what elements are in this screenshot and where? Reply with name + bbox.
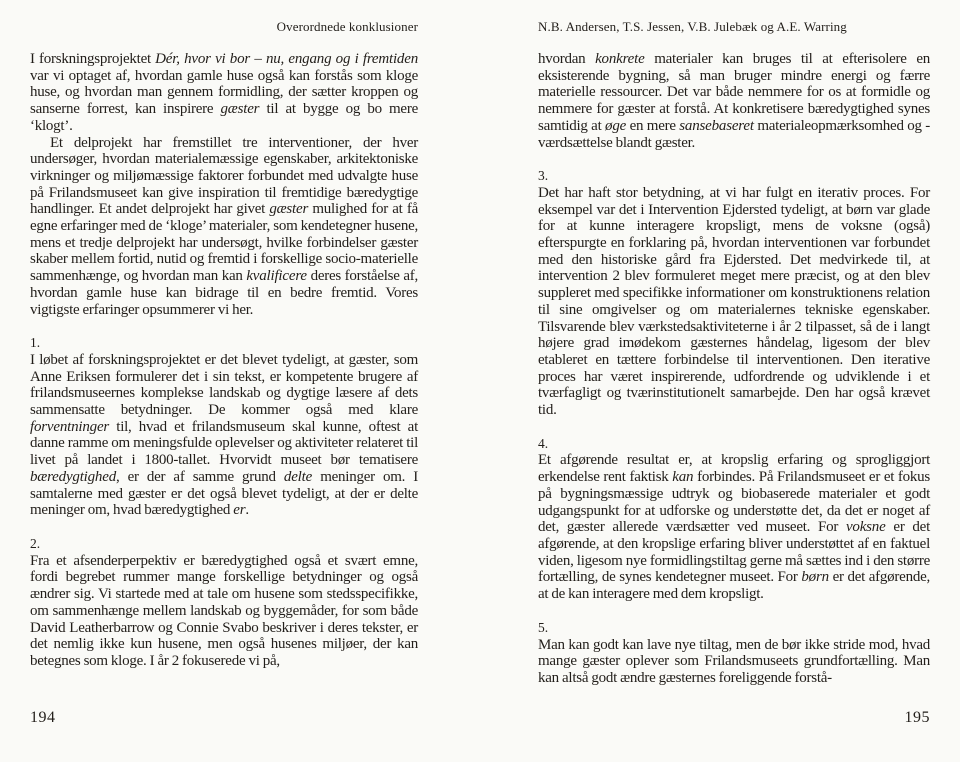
right-page-text-column [538, 51, 930, 687]
body-paragraph: Fra et afsenderperpektiv er bæredygtighed også et svært emne, fordi begrebet rummer mange forskellige betydninger og også ændrer sig. Vi startede med at tale om husene som stedsspecifikke, om sammenhænge mellem landskab og byggemåder, for som både David Leatherbarrow og Connie Svabo beskriver i deres tekster, er det nemlig ikke kun husene, men også husenes miljøer, der kan betegnes som kloge. I år 2 fokuserede vi på, [30, 552, 418, 669]
numbered-section [538, 436, 930, 603]
left-page-text-column [30, 51, 418, 670]
body-paragraph: Et delprojekt har fremstillet tre interventioner, der hver undersøger, hvordan materialemæssige egenskaber, arkitektoniske virkninger og miljømæssige faktorer forbundet med udvalgte huse på Frilandsmuseet kan give inspiration til fremtidige bæredygtige handlinger. Et andet delprojekt har givet gæster mulighed for at få egne erfaringer med de ‘kloge’ materialer, som kendetegner husene, mens et tredje delprojekt har undersøgt, hvilke forbindelser gæster skaber mellem fortid, nutid og fremtid i forskellige socio-materielle sammenhænge, og hvordan man kan kvalificere deres forståelse af, hvordan gamle huse kan bidrage til en bedre fremtid. Vores vigtigste erfaringer opsummerer vi her. [30, 134, 418, 318]
numbered-section [538, 620, 930, 687]
body-paragraph: hvordan konkrete materialer kan bruges til at efterisolere en eksisterende bygning, så man bruger mindre energi og færre materielle ressourcer. Det var både nemmere for os at formidle og nemmere for gæster at forstå. At konkretisere bæredygtighed synes samtidig at øge en mere sansebaseret materialeopmærksomhed og -værdsættelse blandt gæster. [538, 51, 930, 151]
paragraph-block [538, 51, 930, 151]
body-paragraph: Man kan godt kan lave nye tiltag, men de bør ikke stride mod, hvad mange gæster oplever som Frilandsmuseets grundfortælling. Man kan altså godt ændre gæsternes foreliggende forstå- [538, 636, 930, 686]
body-paragraph: Et afgørende resultat er, at kropslig erfaring og sprogliggjort erkendelse rent faktisk kan forbindes. På Frilandsmuseet er et fokus på bygningsmæssige udtryk og biobaserede materialer et godt udgangspunkt for at udforske og understøtte det, da det er noget af det, gæster allerede værdsætter ved museet. For voksne er det afgørende, at den kropslige erfaring bliver understøttet af en faktuel viden, ligesom nye formidlingstiltag gerne må sættes ind i den større fortælling, de synes kendetegner museet. For børn er det afgørende, at de kan interagere med dem kropsligt. [538, 452, 931, 603]
section-number: 5. [538, 619, 549, 635]
numbered-section [30, 335, 418, 519]
section-number: 3. [538, 168, 549, 184]
body-paragraph: I forskningsprojektet Dér, hvor vi bor – nu, engang og i fremtiden var vi optaget af, hvordan gamle huse også kan forstås som kloge huse, og hvordan man gennem formidling, der sætter kroppen og sanserne forrest, kan inspirere gæster til at bygge og bo mere ‘klogt’. [30, 51, 418, 134]
body-paragraph: I løbet af forskningsprojektet er det blevet tydeligt, at gæster, som Anne Eriksen formulerer det i sin tekst, er kompetente brugere af frilandsmuseernes komplekse landskab og dygtige læsere af dets sammensatte betydninger. De kommer også med klare forventninger til, hvad et frilandsmuseum skal kunne, oftest at danne ramme om meningsfulde oplevelser og aktiviteter relateret til livet på landet i 1800-tallet. Hvorvidt museet bør tematisere bæredygtighed, er der af samme grund delte meninger om. I samtalerne med gæster er det også blevet tydeligt, at der er delte meninger om, hvad bæredygtighed er. [30, 351, 418, 519]
body-paragraph: Det har haft stor betydning, at vi har fulgt en iterativ proces. For eksempel var det i Intervention Ejdersted tydeligt, at børn var glade for at kunne interagere kropsligt, mens de voksne (også) efterspurgte en forklaring på, hvordan interventionen var forbundet med den historiske gård fra Ejdersted. Det medvirkede til, at intervention 2 blev formuleret meget mere præcist, og at den blev suppleret med specifikke informationer om konstruktionens relation til sine omgivelser og om materialernes tekniske egenskaber. Tilsvarende blev værkstedsaktiviteterne i år 2 tilpasset, så de i langt højere grad imødekom gæsternes håndelag, ligesom der blev etableret en tættere forbindelse til interventionen. Den iterative proces har været inspirerende, udfordrende og udviklende i et tværfagligt og tværinstitutionelt samarbejde. Den har også krævet tid. [538, 184, 930, 419]
paragraph-block [30, 51, 418, 135]
section-number: 2. [30, 535, 41, 551]
paragraph-block [30, 135, 418, 319]
section-number: 4. [538, 435, 549, 451]
numbered-section [30, 536, 418, 670]
page-number-right: 195 [904, 709, 930, 726]
numbered-section [538, 168, 930, 419]
section-number: 1. [30, 335, 41, 351]
running-head-authors: N.B. Andersen, T.S. Jessen, V.B. Julebæk og A.E. Warring [538, 19, 847, 34]
page-number-left: 194 [30, 709, 56, 726]
running-head-chapter-title: Overordnede konklusioner [276, 19, 418, 34]
